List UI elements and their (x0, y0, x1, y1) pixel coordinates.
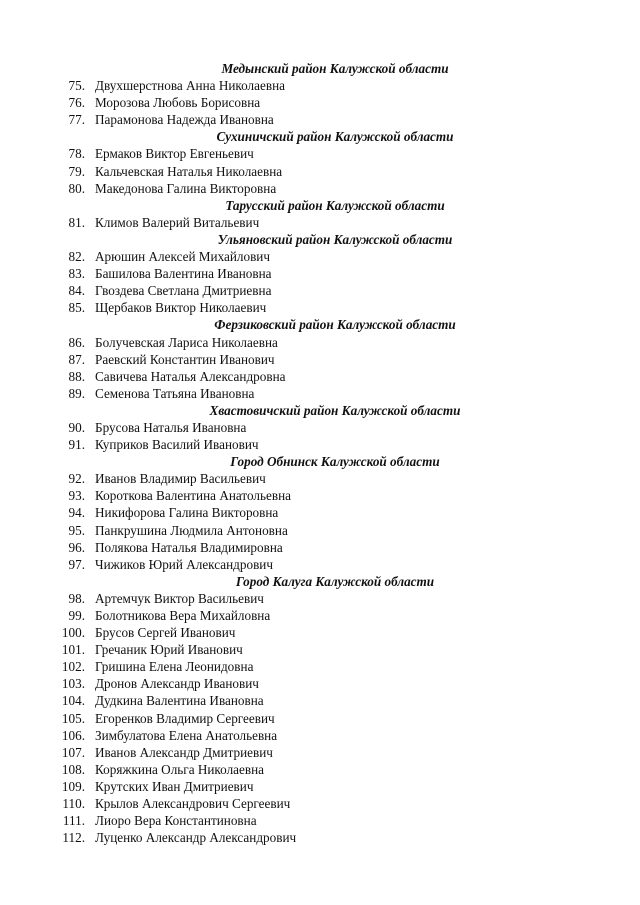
person-name: Иванов Владимир Васильевич (95, 471, 266, 487)
person-name: Дронов Александр Иванович (95, 676, 259, 692)
item-number: 105. (61, 710, 85, 726)
item-number: 100. (61, 625, 85, 641)
list-item (0, 795, 640, 812)
person-name: Крылов Александрович Сергеевич (95, 796, 291, 812)
list-item (0, 710, 640, 727)
person-name: Болучевская Лариса Николаевна (95, 334, 278, 350)
list-item (0, 556, 640, 573)
person-name: Савичева Наталья Александровна (95, 368, 286, 384)
list-item (0, 539, 640, 556)
district-member-list (0, 60, 640, 846)
person-name: Крутских Иван Дмитриевич (95, 778, 254, 794)
list-item (0, 111, 640, 128)
list-item (0, 778, 640, 795)
section-heading: Сухиничский район Калужской области (216, 129, 454, 145)
item-number: 91. (68, 437, 85, 453)
item-number: 88. (68, 368, 85, 384)
list-item (0, 368, 640, 385)
item-number: 101. (61, 642, 85, 658)
list-item (0, 299, 640, 316)
item-number: 103. (61, 676, 85, 692)
item-number: 104. (61, 693, 85, 709)
item-number: 106. (61, 727, 85, 743)
item-number: 93. (68, 488, 85, 504)
list-item (0, 334, 640, 351)
person-name: Морозова Любовь Борисовна (95, 95, 261, 111)
item-number: 96. (68, 539, 85, 555)
item-number: 109. (61, 778, 85, 794)
person-name: Болотникова Вера Михайловна (95, 608, 271, 623)
list-item (0, 470, 640, 487)
person-name: Коряжкина Ольга Николаевна (95, 761, 265, 777)
person-name: Егоренков Владимир Сергеевич (95, 710, 275, 726)
item-number: 87. (68, 351, 85, 367)
person-name: Арюшин Алексей Михайлович (95, 249, 270, 265)
section-heading: Тарусский район Калужской области (225, 197, 445, 213)
item-number: 80. (68, 180, 85, 196)
person-name: Лиоро Вера Константиновна (95, 813, 257, 829)
item-number: 75. (68, 78, 85, 94)
list-item (0, 522, 640, 539)
list-item (0, 727, 640, 744)
person-name: Брусов Сергей Иванович (95, 625, 236, 641)
item-number: 92. (68, 471, 85, 487)
person-name: Парамонова Надежда Ивановна (95, 112, 274, 128)
section-heading: Город Калуга Калужской области (235, 573, 435, 589)
item-number: 78. (68, 146, 85, 162)
list-item (0, 163, 640, 180)
section-heading: Ферзиковский район Калужской области (214, 317, 456, 333)
item-number: 79. (68, 163, 85, 179)
person-name: Панкрушина Людмила Антоновна (95, 522, 288, 538)
list-item (0, 487, 640, 504)
person-name: Никифорова Галина Викторовна (95, 505, 279, 521)
item-number: 85. (68, 300, 85, 316)
list-item (0, 624, 640, 641)
person-name: Гвоздева Светлана Дмитриевна (95, 283, 272, 299)
item-number: 107. (61, 744, 85, 760)
item-number: 86. (68, 334, 85, 350)
list-item (0, 590, 640, 607)
section-heading: Ульяновский район Калужской области (217, 231, 453, 247)
list-item (0, 829, 640, 846)
item-number: 89. (68, 385, 85, 401)
person-name: Гречаник Юрий Иванович (95, 642, 243, 658)
list-item (0, 744, 640, 761)
section-heading: Город Обнинск Калужской области (230, 454, 440, 470)
list-item (0, 658, 640, 675)
item-number: 76. (68, 95, 85, 111)
list-item (0, 436, 640, 453)
item-number: 99. (68, 608, 85, 623)
list-item (0, 145, 640, 162)
item-number: 90. (68, 419, 85, 435)
person-name: Зимбулатова Елена Анатольевна (95, 727, 278, 743)
person-name: Брусова Наталья Ивановна (95, 419, 247, 435)
item-number: 112. (62, 830, 85, 846)
item-number: 84. (68, 283, 85, 299)
item-number: 110. (62, 796, 85, 812)
item-number: 77. (68, 112, 85, 128)
person-name: Двухшерстнова Анна Николаевна (95, 78, 285, 94)
person-name: Семенова Татьяна Ивановна (95, 385, 255, 401)
item-number: 94. (68, 505, 85, 521)
list-item (0, 282, 640, 299)
section-heading: Медынский район Калужской области (221, 61, 449, 76)
list-item (0, 761, 640, 778)
person-name: Башилова Валентина Ивановна (95, 266, 272, 282)
list-item (0, 607, 640, 624)
person-name: Климов Валерий Витальевич (95, 214, 260, 230)
person-name: Раевский Константин Иванович (95, 351, 275, 367)
person-name: Ермаков Виктор Евгеньевич (95, 146, 254, 162)
list-item (0, 265, 640, 282)
person-name: Полякова Наталья Владимировна (95, 539, 283, 555)
person-name: Дудкина Валентина Ивановна (95, 693, 264, 709)
item-number: 111. (62, 813, 85, 829)
list-item (0, 504, 640, 521)
item-number: 81. (68, 214, 85, 230)
list-item (0, 77, 640, 94)
person-name: Иванов Александр Дмитриевич (95, 744, 273, 760)
person-name: Луценко Александр Александрович (95, 830, 297, 846)
person-name: Македонова Галина Викторовна (95, 180, 277, 196)
list-item (0, 248, 640, 265)
list-item (0, 692, 640, 709)
list-item (0, 675, 640, 692)
list-item (0, 180, 640, 197)
item-number: 83. (68, 266, 85, 282)
list-item (0, 214, 640, 231)
item-number: 98. (68, 590, 85, 606)
list-item (0, 419, 640, 436)
list-item (0, 351, 640, 368)
item-number: 95. (68, 522, 85, 538)
person-name: Гришина Елена Леонидовна (95, 659, 254, 675)
list-item (0, 812, 640, 829)
list-item (0, 385, 640, 402)
person-name: Куприков Василий Иванович (95, 437, 259, 453)
section-heading: Хвастовичский район Калужской области (209, 402, 461, 418)
list-item (0, 94, 640, 111)
item-number: 82. (68, 249, 85, 265)
item-number: 108. (61, 761, 85, 777)
person-name: Кальчевская Наталья Николаевна (95, 163, 283, 179)
person-name: Чижиков Юрий Александрович (95, 556, 273, 572)
list-item (0, 641, 640, 658)
person-name: Щербаков Виктор Николаевич (95, 300, 267, 316)
item-number: 102. (61, 659, 85, 675)
person-name: Артемчук Виктор Васильевич (95, 590, 264, 606)
item-number: 97. (68, 556, 85, 572)
person-name: Короткова Валентина Анатольевна (95, 488, 292, 504)
